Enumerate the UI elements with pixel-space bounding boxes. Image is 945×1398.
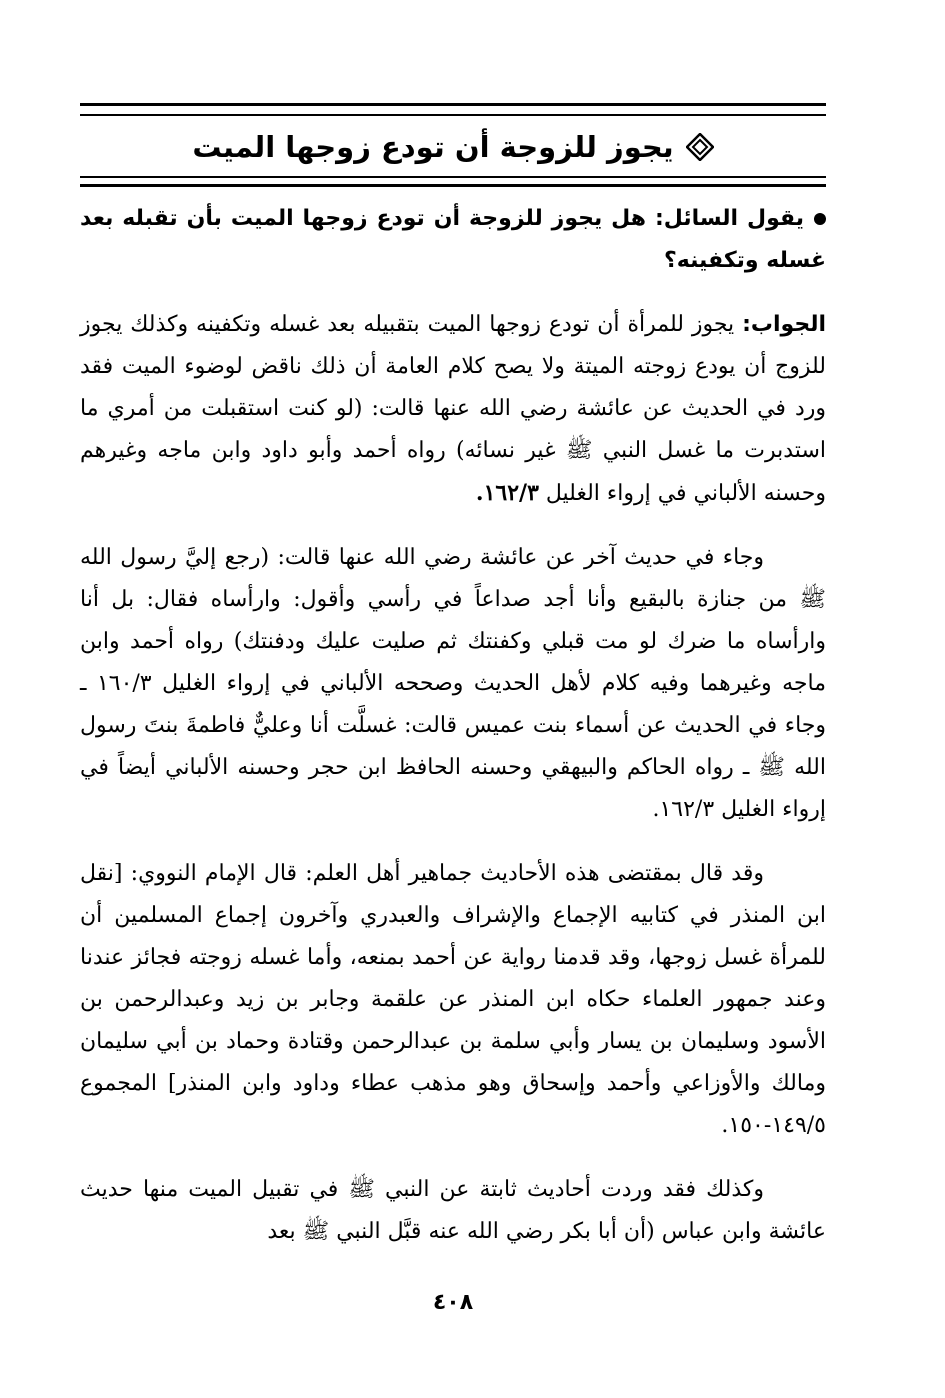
bullet-icon bbox=[814, 213, 826, 225]
section-title: يجوز للزوجة أن تودع زوجها الميت bbox=[192, 129, 674, 164]
question-paragraph bbox=[80, 198, 826, 282]
diamond-bullet-icon bbox=[686, 133, 714, 161]
answer-text: يجوز للمرأة أن تودع زوجها الميت بتقبيله بعد غسله وتكفينه وكذلك يجوز للزوج أن يودع زوجته الميتة ولا يصح كلام العامة أن ذلك ناقض لوضوء الميت فقد ورد في الحديث عن عائشة رضي الله عنها قالت: (لو كنت استقبلت من أمري ما استدبرت ما غسل النبي ﷺ غير نسائه) رواه أحمد وأبو داود وابن ماجه وغيرهم وحسنه الألباني في إرواء الغليل bbox=[80, 312, 826, 506]
header-rule-thick-top bbox=[80, 103, 826, 106]
question-text: يقول السائل: هل يجوز للزوجة أن تودع زوجها الميت بأن تقبله بعد غسله وتكفينه؟ bbox=[80, 206, 826, 273]
paragraph-aisha-hadith: وجاء في حديث آخر عن عائشة رضي الله عنها قالت: (رجع إليَّ رسول الله ﷺ من جنازة بالبقيع وأنا أجد صداعاً في رأسي وأقول: وارأساه فقال: بل أنا وارأساه ما ضرك لو مت قبلي وكفنتك ثم صليت عليك ودفنتك) رواه أحمد وابن ماجه وغيرهما وفيه كلام لأهل الحديث وصححه الألباني في إرواء الغليل ١٦٠/٣ ـ وجاء في الحديث عن أسماء بنت عميس قالت: غسلَّت أنا وعليٌّ فاطمةَ بنتَ رسول الله ﷺ ـ رواه الحاكم والبيهقي وحسنه الحافظ ابن حجر وحسنه الألباني أيضاً في إرواء الغليل ١٦٢/٣. bbox=[80, 545, 826, 822]
header-rule-thick-bottom bbox=[80, 184, 826, 187]
answer-paragraph bbox=[80, 304, 826, 515]
book-page bbox=[80, 0, 826, 1398]
header-rule-thin-top bbox=[80, 114, 826, 116]
header-rule-thin-bottom bbox=[80, 176, 826, 178]
page-number: ٤٠٨ bbox=[432, 1290, 474, 1315]
paragraph-kissing-the-deceased: وكذلك فقد وردت أحاديث ثابتة عن النبي ﷺ في تقبيل الميت منها حديث عائشة وابن عباس (أن أبا بكر رضي الله عنه قبَّل النبي ﷺ بعد bbox=[80, 1177, 826, 1244]
paragraph-nawawi-quote: وقد قال بمقتضى هذه الأحاديث جماهير أهل العلم: قال الإمام النووي: [نقل ابن المنذر في كتابيه الإجماع والإشراف والعبدري وآخرون إجماع المسلمين أن للمرأة غسل زوجها، وقد قدمنا رواية عن أحمد بمنعه، وأما غسله زوجته فجائز عندنا وعند جمهور العلماء حكاه ابن المنذر عن علقمة وجابر بن زيد وعبدالرحمن بن الأسود وسليمان بن يسار وأبي سلمة بن عبدالرحمن وقتادة وحماد بن أبي سليمان ومالك والأوزاعي وأحمد وإسحاق وهو مذهب عطاء وداود وابن المنذر] المجموع ١٤٩/٥-١٥٠. bbox=[80, 861, 826, 1138]
answer-reference: ١٦٢/٣. bbox=[475, 480, 539, 506]
page-body bbox=[80, 198, 826, 1275]
section-heading bbox=[80, 118, 826, 176]
answer-label: الجواب: bbox=[742, 312, 826, 337]
